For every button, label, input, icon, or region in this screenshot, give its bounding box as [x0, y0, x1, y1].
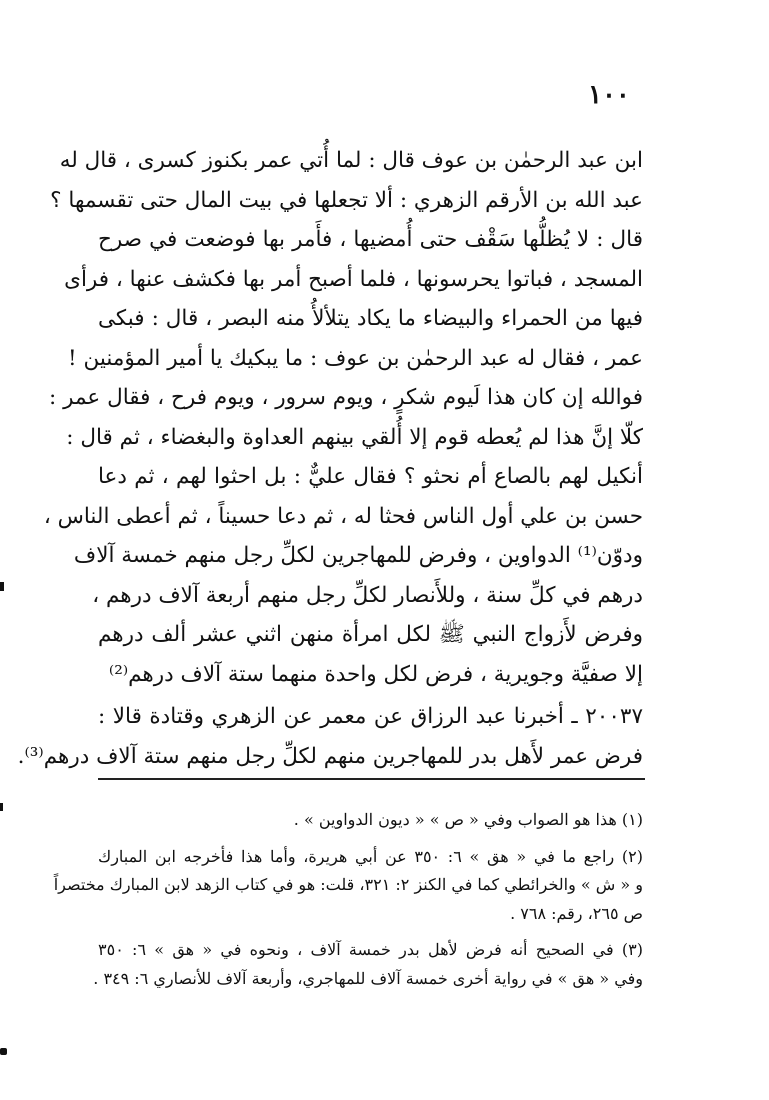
scan-mark	[0, 582, 4, 591]
hadith-line: ٢٠٠٣٧ ـ أخبرنا عبد الرزاق عن معمر عن الزهري وقتادة قالا :	[98, 704, 643, 729]
text-line: فيها من الحمراء والبيضاء ما يكاد يتلألأُ منه البصر ، قال : فبكى	[98, 306, 643, 331]
footnote-2-line: (٢) راجع ما في « هق » ٦: ٣٥٠ عن أبي هريرة، وأما هذا فأخرجه ابن المبارك	[98, 846, 643, 866]
text-line: ودوّن⁽¹⁾ الدواوين ، وفرض للمهاجرين لكلِّ رجل منهم خمسة آلاف	[73, 543, 643, 568]
hadith-line: فرض عمر لأَهل بدر للمهاجرين منهم لكلِّ رجل منهم ستة آلاف درهم⁽³⁾.	[17, 744, 643, 769]
text-line: عبد الله بن الأرقم الزهري : ألا تجعلها في بيت المال حتى تقسمها ؟	[50, 187, 643, 213]
text-line: كلّا إنَّ هذا لم يُعطه قوم إلا أُلقي بينهم العداوة والبغضاء ، ثم قال :	[66, 424, 643, 450]
footnote-3-line: (٣) في الصحيح أنه فرض لأهل بدر خمسة آلاف ، ونحوه في « هق » ٦: ٣٥٠	[98, 940, 644, 959]
text-line: ابن عبد الرحمٰن بن عوف قال : لما أُتي عمر بكنوز كسرى ، قال له	[59, 148, 643, 173]
text-line: درهم في كلِّ سنة ، وللأَنصار لكلِّ رجل منهم أربعة آلاف درهم ،	[92, 582, 643, 608]
text-line: قال : لا يُظلُّها سَقْف حتى أُمضيها ، فأَمر بها فوضعت في صرح	[98, 227, 643, 252]
scan-mark	[0, 803, 3, 811]
text-line: إلا صفيَّة وجويرية ، فرض لكل واحدة منهما ستة آلاف درهم⁽²⁾	[108, 661, 643, 687]
text-line: فوالله إن كان هذا لَيوم شكرٍ ، ويوم سرور ، ويوم فرح ، فقال عمر :	[49, 385, 643, 410]
footnote-2-line: و « ش » والخرائطي كما في الكنز ٢: ٣٢١، قلت: هو في كتاب الزهد لابن المبارك مختصراً	[53, 875, 643, 894]
text-line: أنكيل لهم بالصاع أم نحثو ؟ فقال عليٌّ : بل احثوا لهم ، ثم دعا	[98, 464, 643, 489]
scan-mark	[0, 1048, 7, 1055]
footnote-2-line: ص ٢٦٥، رقم: ٧٦٨ .	[510, 903, 643, 923]
footnote-divider	[98, 778, 645, 780]
main-text	[43, 141, 643, 694]
text-line: وفرض لأَزواج النبي ﷺ لكل امرأة منهن اثني عشر ألف درهم	[98, 622, 643, 647]
footnote-3-line: وفي « هق » في رواية أخرى خمسة آلاف للمهاجري، وأربعة آلاف للأنصاري ٦: ٣٤٩ .	[93, 968, 643, 988]
text-line: المسجد ، فباتوا يحرسونها ، فلما أصبح أمر بها فكشف عنها ، فرأى	[64, 266, 643, 292]
text-line: عمر ، فقال له عبد الرحمٰن بن عوف : ما يبكيك يا أمير المؤمنين !	[68, 345, 643, 371]
text-line: حسن بن علي أول الناس فحثا له ، ثم دعا حسيناً ، ثم أعطى الناس ،	[43, 503, 643, 529]
footnotes	[53, 806, 644, 993]
hadith-text	[17, 697, 643, 777]
page-number: ١٠٠	[588, 80, 630, 110]
footnote-1: (١) هذا هو الصواب وفي « ص » « ديون الدواوين » .	[293, 810, 643, 829]
